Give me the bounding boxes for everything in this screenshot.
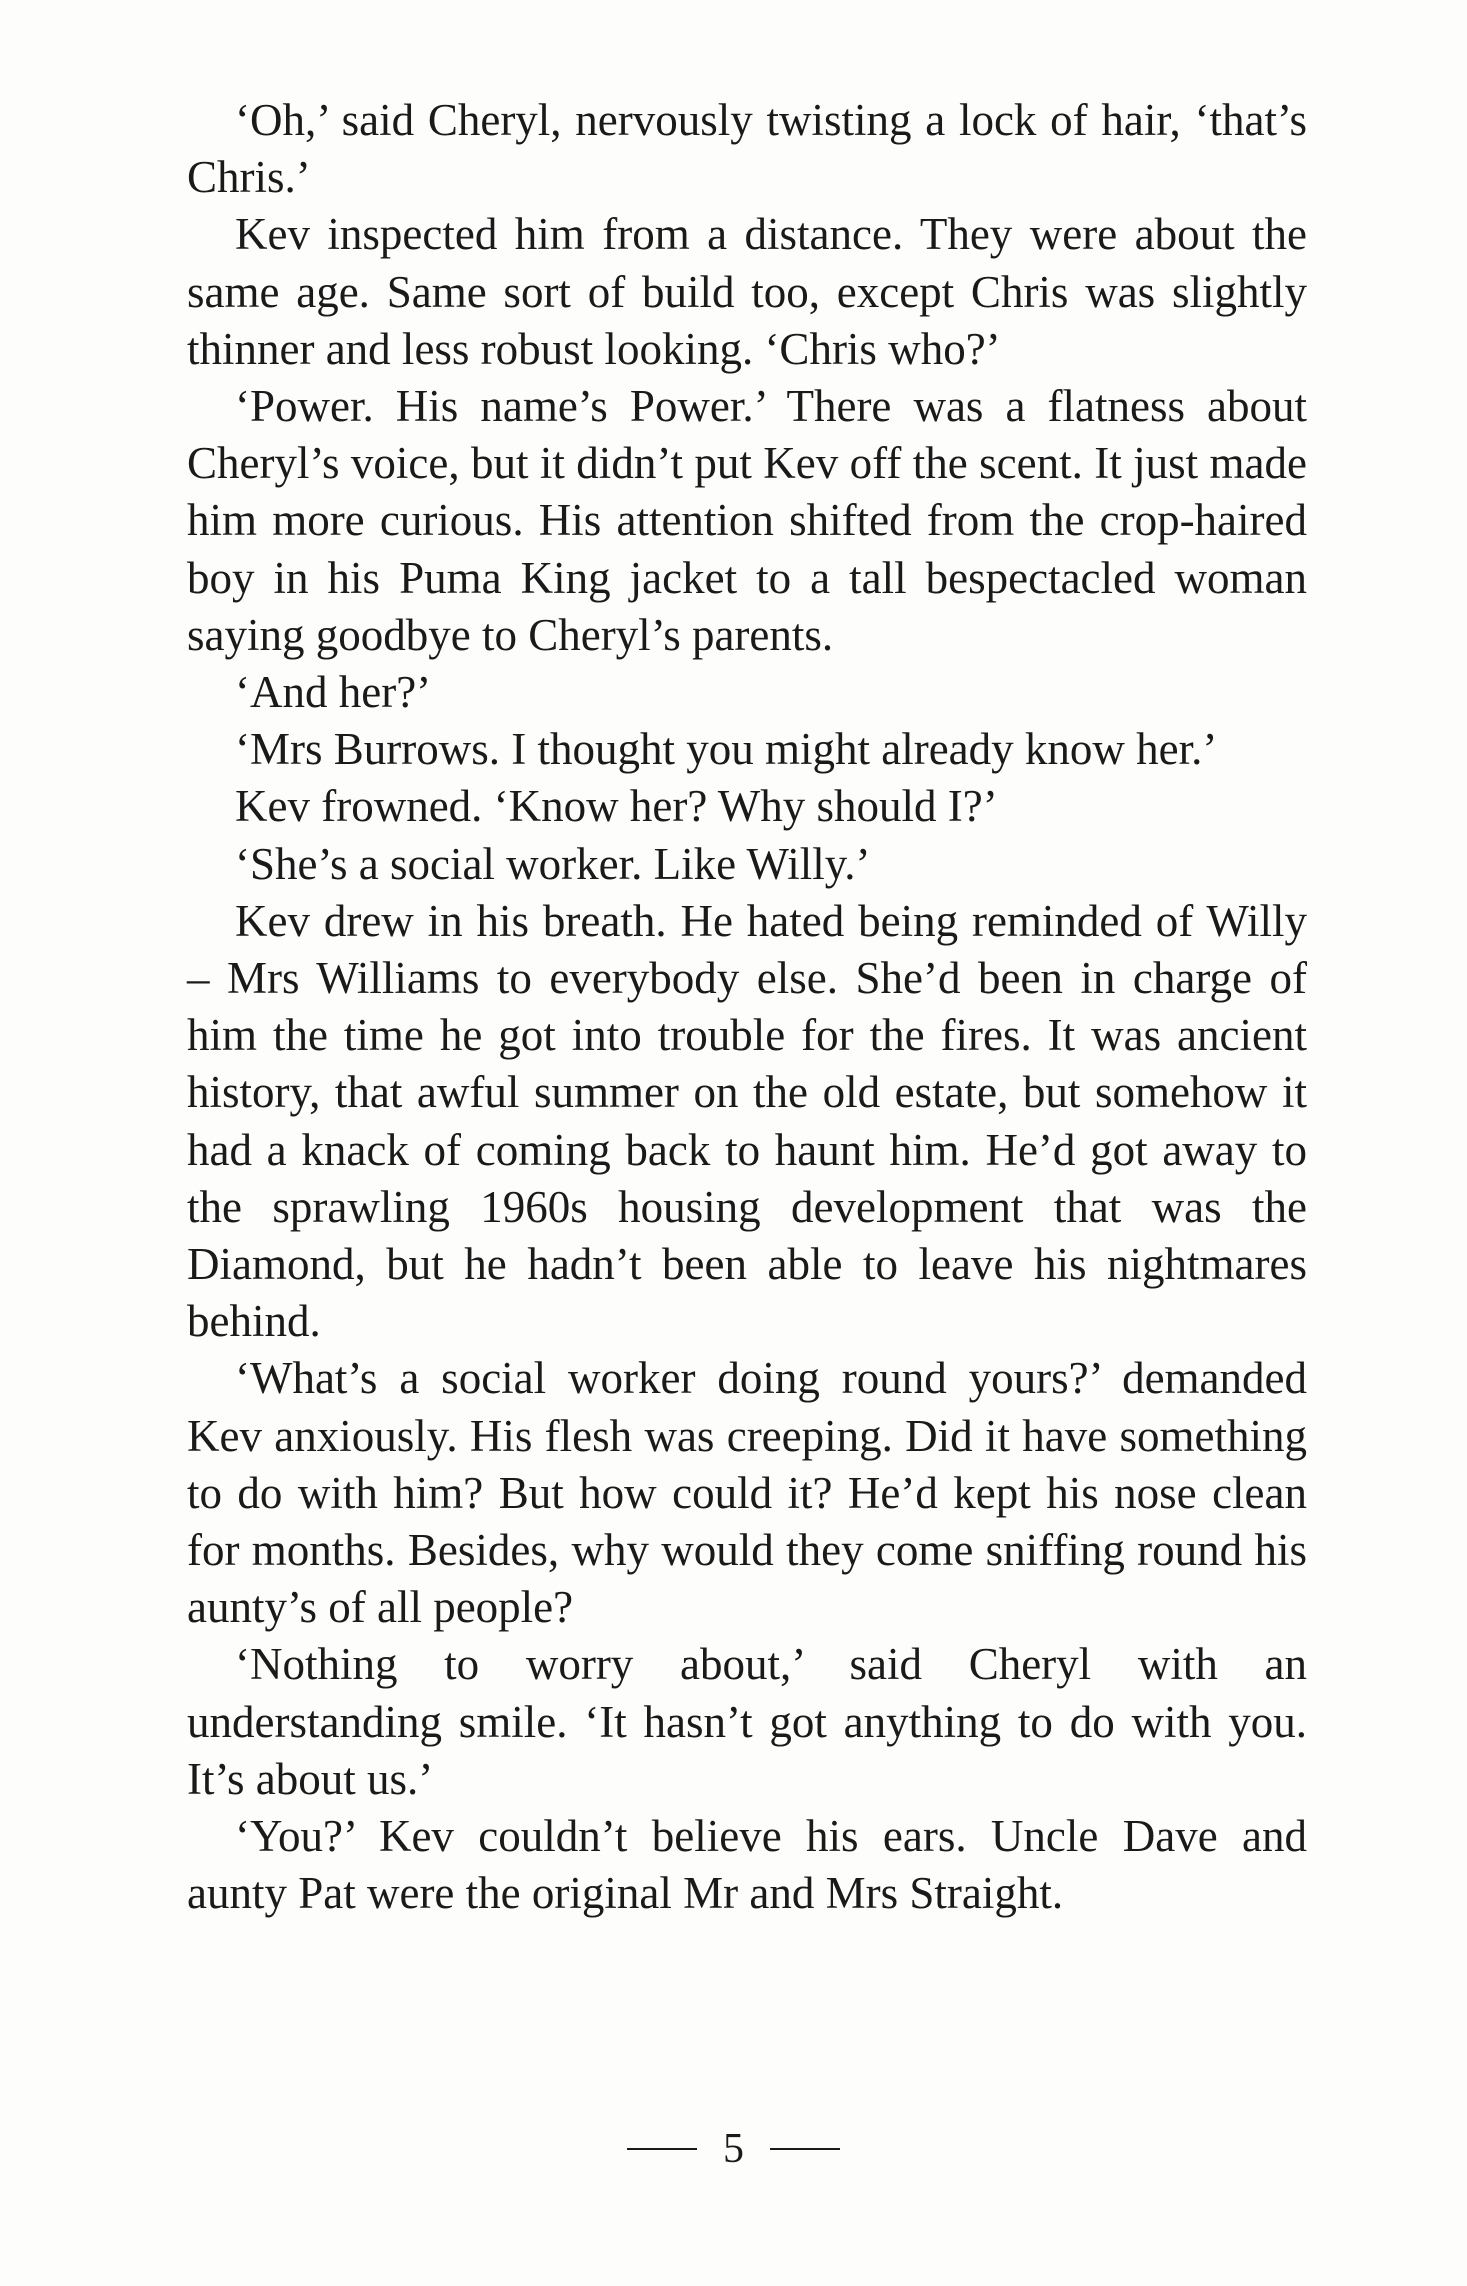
- paragraph: ‘Oh,’ said Cheryl, nervously twisting a lock of hair, ‘that’s Chris.’: [187, 95, 1307, 203]
- paragraph: ‘Nothing to worry about,’ said Cheryl with an understanding smile. ‘It hasn’t got anything to do with you. It’s about us.’: [187, 1639, 1307, 1804]
- body-text: [187, 92, 1307, 1923]
- folio-rule-right: [770, 2148, 840, 2150]
- page-footer: [0, 2125, 1467, 2173]
- paragraph: ‘What’s a social worker doing round yours?’ demanded Kev anxiously. His flesh was creeping. Did it have something to do with him? But how could it? He’d kept his nose clean for months. Besides, why would they come sniffing round his aunty’s of all people?: [187, 1353, 1307, 1633]
- paragraph: ‘Power. His name’s Power.’ There was a flatness about Cheryl’s voice, but it didn’t put Kev off the scent. It just made him more curious. His attention shifted from the crop-haired boy in his Puma King jacket to a tall bespectacled woman saying goodbye to Cheryl’s parents.: [187, 381, 1307, 660]
- paragraph: Kev frowned. ‘Know her? Why should I?’: [235, 781, 998, 832]
- page-number: 5: [723, 2126, 744, 2172]
- paragraph: Kev drew in his breath. He hated being reminded of Willy – Mrs Williams to everybody else. She’d been in charge of him the time he got into trouble for the fires. It was ancient history, that awful summer on the old estate, but somehow it had a knack of coming back to haunt him. He’d got away to the sprawling 1960s housing development that was the Diamond, but he hadn’t been able to leave his nightmares behind.: [187, 895, 1307, 1347]
- paragraph: ‘And her?’: [235, 667, 432, 718]
- paragraph: ‘She’s a social worker. Like Willy.’: [235, 838, 871, 889]
- folio-rule-left: [627, 2148, 697, 2150]
- paragraph: ‘Mrs Burrows. I thought you might already know her.’: [235, 724, 1218, 775]
- paragraph: Kev inspected him from a distance. They were about the same age. Same sort of build too, except Chris was slightly thinner and less robust looking. ‘Chris who?’: [187, 209, 1307, 374]
- paragraph: ‘You?’ Kev couldn’t believe his ears. Uncle Dave and aunty Pat were the original Mr and Mrs Straight.: [187, 1811, 1307, 1919]
